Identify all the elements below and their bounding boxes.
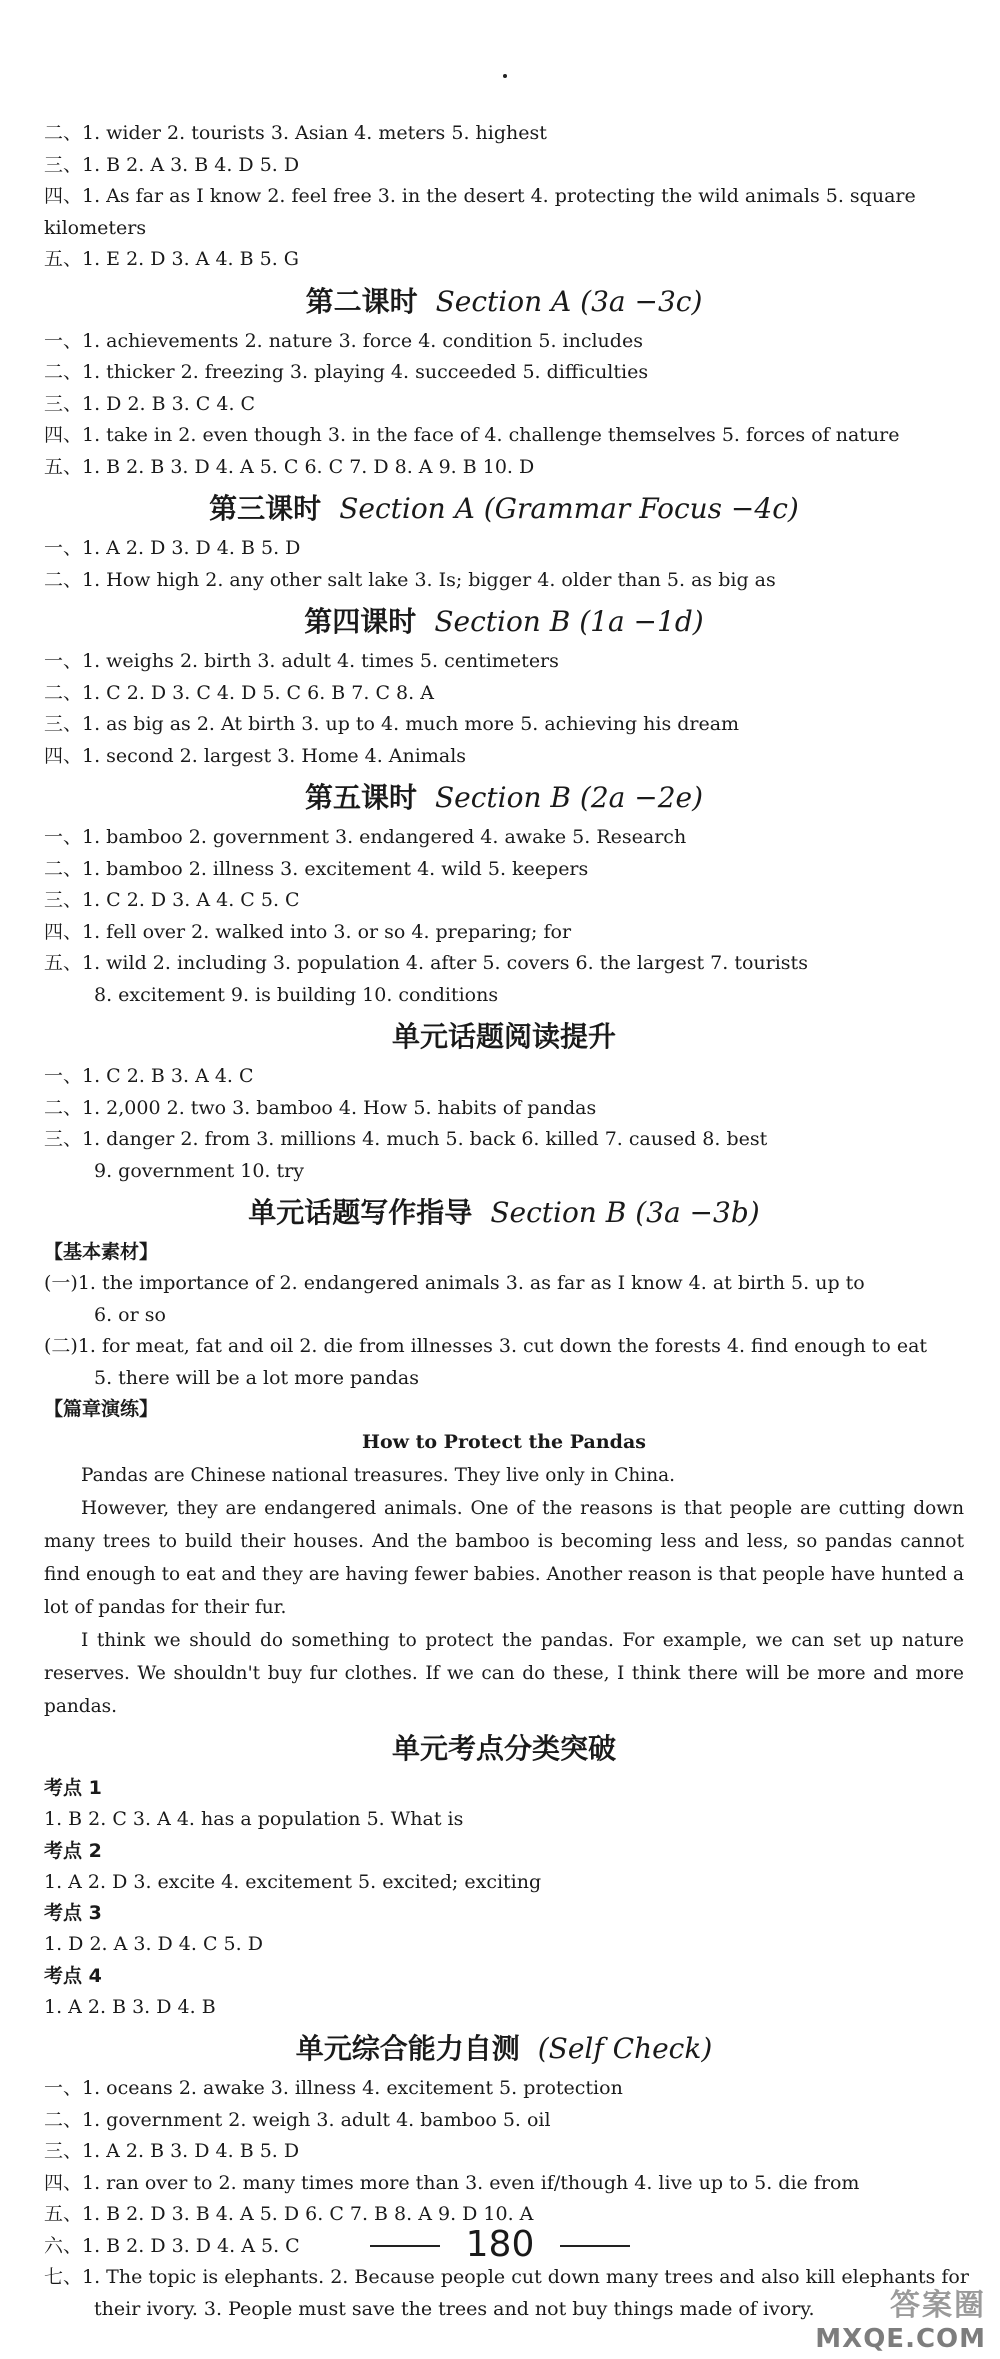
answer-line: 1. A 2. D 3. excite 4. excitement 5. excited; exciting — [44, 1870, 542, 1893]
reading-lines — [44, 1061, 964, 1187]
section-heading-self-check: 单元综合能力自测 (Self Check) — [295, 2032, 713, 2065]
answer-line: 一、1. oceans 2. awake 3. illness 4. excitement 5. protection — [44, 2077, 623, 2099]
answer-line: 三、1. C 2. D 3. A 4. C 5. C — [44, 889, 300, 911]
lesson2-lines — [44, 326, 964, 484]
answer-line: 二、1. government 2. weigh 3. adult 4. bamboo 5. oil — [44, 2108, 551, 2131]
basic-material-tag: 【基本素材】 — [44, 1241, 159, 1263]
key-point-label: 考点 4 — [44, 1964, 102, 1987]
footer-dash-left — [370, 2245, 440, 2247]
section-heading-lesson5: 第五课时 Section B (2a −2e) — [304, 781, 704, 814]
section-heading-lesson2: 第二课时 Section A (3a −3c) — [305, 284, 703, 318]
answer-line: 二、1. bamboo 2. illness 3. excitement 4. wild 5. keepers — [44, 857, 589, 880]
answer-line: 五、1. B 2. B 3. D 4. A 5. C 6. C 7. D 8. A 9. B 10. D — [44, 455, 535, 478]
answer-line: 二、1. 2,000 2. two 3. bamboo 4. How 5. habits of pandas — [44, 1096, 597, 1119]
section-heading-lesson4: 第四课时 Section B (1a −1d) — [304, 605, 704, 638]
answer-line: 四、1. fell over 2. walked into 3. or so 4. preparing; for — [44, 920, 572, 943]
answer-line: 8. excitement 9. is building 10. conditions — [94, 983, 499, 1006]
answer-content — [44, 118, 969, 2325]
watermark-url: MXQE.COM — [815, 2324, 986, 2354]
section-heading-writing: 单元话题写作指导 Section B (3a −3b) — [248, 1196, 760, 1229]
watermark — [815, 2280, 986, 2354]
lesson5-lines — [44, 822, 964, 1011]
answer-line: 二、1. How high 2. any other salt lake 3. Is; bigger 4. older than 5. as big as — [44, 568, 776, 591]
section-heading-lesson3: 第三课时 Section A (Grammar Focus −4c) — [209, 492, 799, 525]
key-point-label: 考点 3 — [44, 1902, 102, 1924]
lesson4-lines — [44, 646, 964, 772]
answer-line: 三、1. as big as 2. At birth 3. up to 4. much more 5. achieving his dream — [44, 713, 740, 735]
answer-line: 四、1. As far as I know 2. feel free 3. in the desert 4. protecting the wild animals 5. square — [44, 185, 916, 207]
answer-line: 一、1. achievements 2. nature 3. force 4. condition 5. includes — [44, 329, 643, 352]
answer-line: 四、1. take in 2. even though 3. in the face of 4. challenge themselves 5. forces of nature — [44, 424, 900, 446]
answer-line: 1. B 2. C 3. A 4. has a population 5. What is — [44, 1808, 464, 1830]
key-point-label: 考点 2 — [44, 1839, 102, 1862]
essay-paragraph: I think we should do something to protect the pandas. For example, we can set up nature reserves. We shouldn't buy fur clothes. If we can do these, I think there will be more and more pandas. — [44, 1630, 964, 1717]
answer-line: 9. government 10. try — [94, 1159, 304, 1182]
essay-paragraph: Pandas are Chinese national treasures. They live only in China. — [81, 1465, 676, 1486]
answer-line: 一、1. C 2. B 3. A 4. C — [44, 1065, 254, 1087]
lesson3-lines — [44, 533, 964, 596]
answer-line: 6. or so — [94, 1303, 166, 1326]
answer-line: 七、1. The topic is elephants. 2. Because people cut down many trees and also kill elephants for — [44, 2266, 969, 2288]
lesson1-tail-lines — [44, 118, 964, 276]
answer-line: 六、1. B 2. D 3. D 4. A 5. C — [44, 2234, 300, 2257]
page-footer — [0, 2224, 1000, 2265]
answer-line: 一、1. bamboo 2. government 3. endangered 4. awake 5. Research — [44, 826, 687, 848]
answer-line: 五、1. wild 2. including 3. population 4. after 5. covers 6. the largest 7. tourists — [44, 952, 808, 974]
page-number: 180 — [465, 2224, 535, 2265]
answer-line: 二、1. wider 2. tourists 3. Asian 4. meters 5. highest — [44, 122, 547, 144]
answer-line: 二、1. C 2. D 3. C 4. D 5. C 6. B 7. C 8. A — [44, 681, 434, 704]
answer-line: 三、1. danger 2. from 3. millions 4. much 5. back 6. killed 7. caused 8. best — [44, 1128, 768, 1150]
top-mark — [503, 74, 507, 78]
answer-line: 三、1. B 2. A 3. B 4. D 5. D — [44, 153, 300, 176]
answer-line: 1. D 2. A 3. D 4. C 5. D — [44, 1933, 263, 1955]
answer-line: 1. A 2. B 3. D 4. B — [44, 1995, 216, 2018]
answer-line: 二、1. thicker 2. freezing 3. playing 4. succeeded 5. difficulties — [44, 361, 649, 383]
section-heading-reading: 单元话题阅读提升 — [391, 1020, 616, 1053]
answer-line: 四、1. second 2. largest 3. Home 4. Animals — [44, 744, 467, 767]
key-points-lines — [44, 1773, 964, 2023]
essay-title: How to Protect the Pandas — [362, 1431, 646, 1453]
answer-line: (一)1. the importance of 2. endangered animals 3. as far as I know 4. at birth 5. up to — [44, 1272, 865, 1294]
answer-line: 四、1. ran over to 2. many times more than 3. even if/though 4. live up to 5. die from — [44, 2171, 860, 2194]
practice-tag: 【篇章演练】 — [44, 1398, 159, 1420]
answer-line: 一、1. A 2. D 3. D 4. B 5. D — [44, 537, 301, 559]
answer-line: (二)1. for meat, fat and oil 2. die from illnesses 3. cut down the forests 4. find enough to eat — [44, 1335, 928, 1357]
answer-line: 三、1. D 2. B 3. C 4. C — [44, 392, 256, 415]
writing-section — [44, 1237, 964, 1723]
footer-dash-right — [560, 2245, 630, 2247]
answer-line: 5. there will be a lot more pandas — [94, 1366, 419, 1389]
key-point-label: 考点 1 — [44, 1777, 102, 1799]
answer-line: 三、1. A 2. B 3. D 4. B 5. D — [44, 2140, 300, 2162]
section-heading-key-points: 单元考点分类突破 — [391, 1732, 616, 1765]
answer-line: kilometers — [44, 216, 147, 239]
essay-paragraph: However, they are endangered animals. One of the reasons is that people are cutting down many trees to build their houses. And the bamboo is becoming less and less, so pandas cannot find enough to eat and they are having fewer babies. Another reason is that people have hunted a lot of pandas for their fur. — [44, 1498, 964, 1618]
watermark-logo: 答案圈 — [890, 2288, 986, 2323]
answer-line: 五、1. B 2. D 3. B 4. A 5. D 6. C 7. B 8. A 9. D 10. A — [44, 2203, 534, 2225]
answer-line: 五、1. E 2. D 3. A 4. B 5. G — [44, 248, 299, 270]
answer-line: 一、1. weighs 2. birth 3. adult 4. times 5. centimeters — [44, 650, 559, 672]
answer-line: their ivory. 3. People must save the trees and not buy things made of ivory. — [94, 2297, 815, 2320]
